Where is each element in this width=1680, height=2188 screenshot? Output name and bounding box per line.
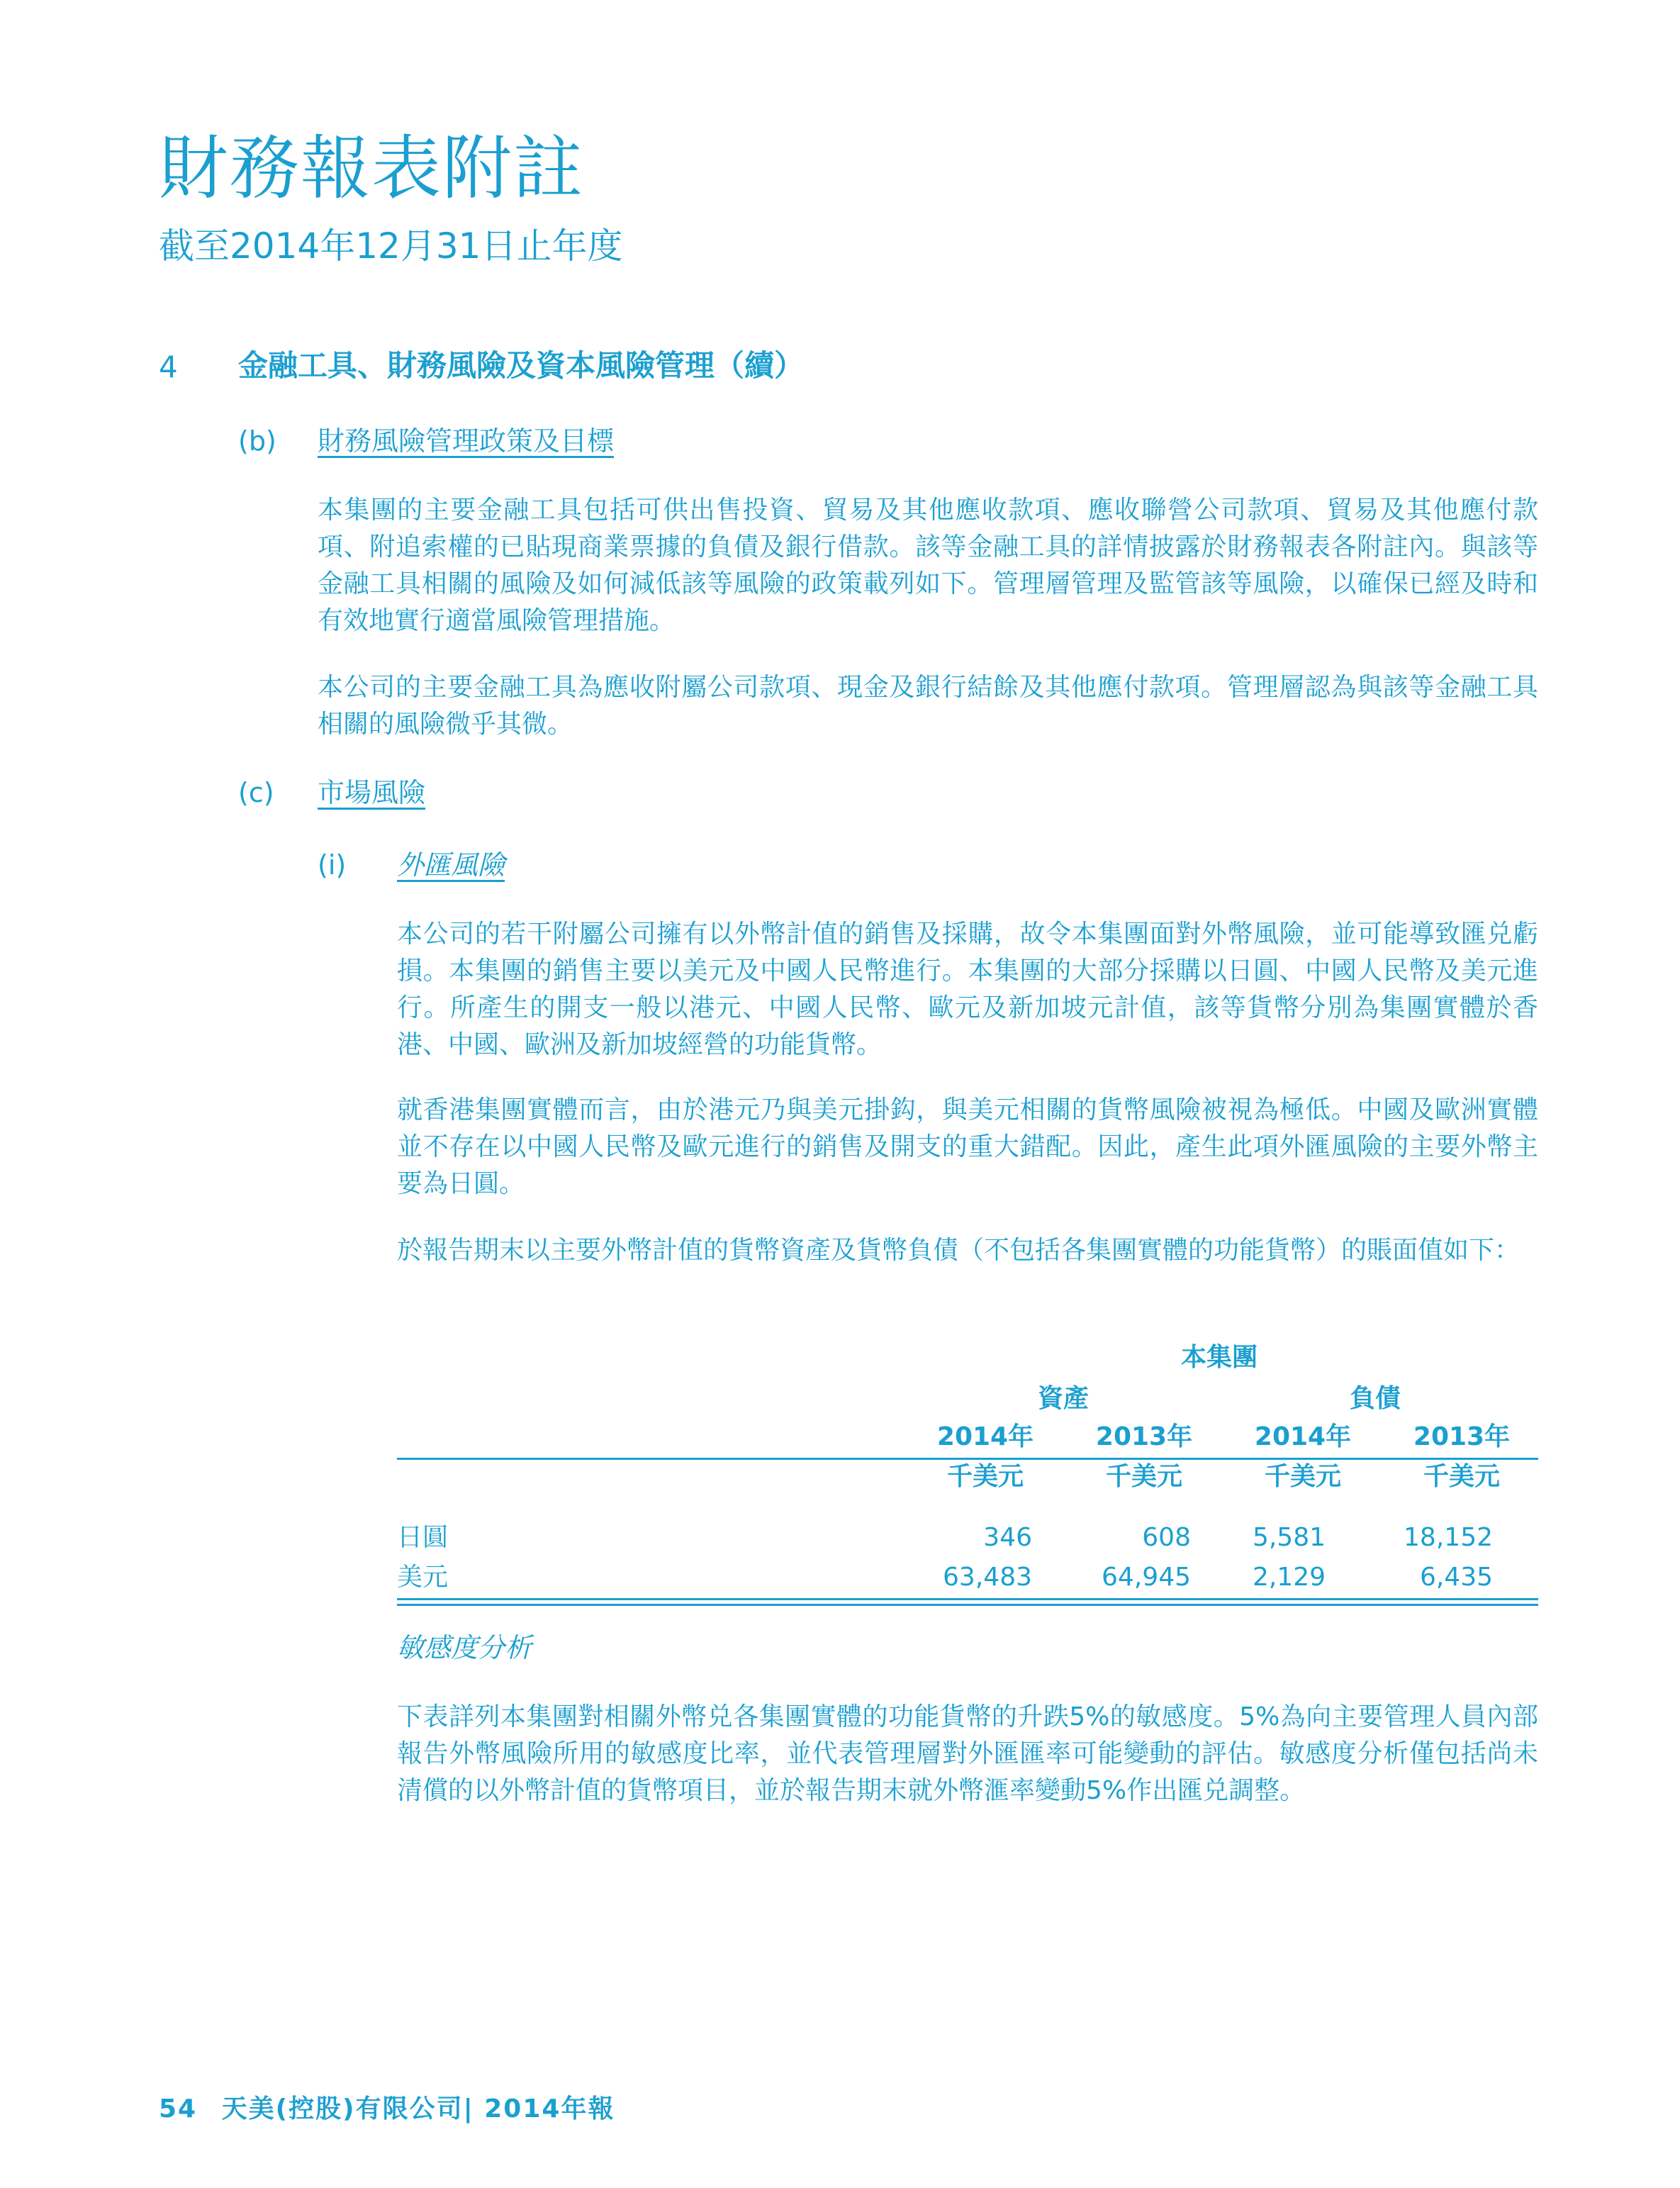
table-liabilities-header: 負債 xyxy=(1349,1384,1401,1413)
item-i-title: 外匯風險 xyxy=(397,849,505,881)
table-unit-header: 千美元 xyxy=(1105,1462,1182,1491)
item-i-label: (i) xyxy=(318,849,347,881)
table-unit-header: 千美元 xyxy=(946,1462,1024,1491)
section-title: 金融工具、財務風險及資本風險管理（續） xyxy=(238,348,805,383)
table-group-header: 本集團 xyxy=(1180,1343,1258,1372)
table-year-header: 2013年 xyxy=(1095,1422,1193,1451)
item-i-paragraph-2: 就香港集團實體而言，由於港元乃與美元掛鈎，與美元相關的貨幣風險被視為極低。中國及歐洲實體並不存在以中國人民幣及歐元進行的銷售及開支的重大錯配。因此，產生此項外匯風險的主要外幣主要為日圓。 xyxy=(397,1095,1538,1198)
subsection-c-title: 市場風險 xyxy=(318,777,426,808)
table-year-header: 2013年 xyxy=(1413,1422,1511,1451)
sensitivity-title: 敏感度分析 xyxy=(397,1632,532,1663)
table-unit-header: 千美元 xyxy=(1423,1462,1500,1491)
item-i-paragraph-3: 於報告期末以主要外幣計值的貨幣資產及貨幣負債（不包括各集團實體的功能貨幣）的賬面值如下： xyxy=(397,1236,1521,1265)
page-footer xyxy=(159,2093,615,2126)
section-number: 4 xyxy=(159,350,178,384)
table-year-header: 2014年 xyxy=(936,1422,1034,1451)
table-assets-header: 資產 xyxy=(1037,1384,1089,1413)
table-cell: 5,581 xyxy=(1252,1523,1326,1552)
footer-text: 天美(控股)有限公司| 2014年報 xyxy=(221,2094,615,2123)
table-cell: 18,152 xyxy=(1404,1523,1493,1552)
table-bottom-double-rule xyxy=(397,1604,1538,1606)
subsection-b-title: 財務風險管理政策及目標 xyxy=(318,425,615,457)
page-title: 財務報表附註 xyxy=(159,128,585,209)
table-cell: 6,435 xyxy=(1419,1563,1493,1592)
table-bottom-rule xyxy=(397,1598,1538,1600)
subsection-b-label: (b) xyxy=(238,425,276,457)
table-unit-header: 千美元 xyxy=(1264,1462,1341,1491)
sensitivity-paragraph: 下表詳列本集團對相關外幣兑各集團實體的功能貨幣的升跌5%的敏感度。5%為向主要管理人員內部報告外幣風險所用的敏感度比率，並代表管理層對外匯匯率可能變動的評估。敏感度分析僅包括尚未清償的以外幣計值的貨幣項目，並於報告期末就外幣滙率變動5%作出匯兑調整。 xyxy=(397,1702,1538,1805)
table-cell: 608 xyxy=(1142,1523,1191,1552)
page-subtitle: 截至2014年12月31日止年度 xyxy=(159,225,623,267)
subsection-b-paragraph-1: 本集團的主要金融工具包括可供出售投資、貿易及其他應收款項、應收聯營公司款項、貿易及其他應付款項、附追索權的已貼現商業票據的負債及銀行借款。該等金融工具的詳情披露於財務報表各附註內。與該等金融工具相關的風險及如何減低該等風險的政策載列如下。管理層管理及監管該等風險，以確保已經及時和有效地實行適當風險管理措施。 xyxy=(318,496,1538,635)
table-year-header: 2014年 xyxy=(1254,1422,1352,1451)
item-i-paragraph-1: 本公司的若干附屬公司擁有以外幣計值的銷售及採購，故令本集團面對外幣風險，並可能導致匯兑虧損。本集團的銷售主要以美元及中國人民幣進行。本集團的大部分採購以日圓、中國人民幣及美元進行。所產生的開支一般以港元、中國人民幣、歐元及新加坡元計值，該等貨幣分別為集團實體於香港、中國、歐洲及新加坡經營的功能貨幣。 xyxy=(397,920,1538,1059)
table-row-currency: 日圓 xyxy=(397,1523,449,1552)
subsection-b-paragraph-2: 本公司的主要金融工具為應收附屬公司款項、現金及銀行結餘及其他應付款項。管理層認為與該等金融工具相關的風險微乎其微。 xyxy=(318,673,1538,739)
footer-page-number: 54 xyxy=(159,2094,198,2123)
table-header-rule xyxy=(397,1458,1538,1460)
table-cell: 63,483 xyxy=(943,1563,1032,1592)
subsection-c-label: (c) xyxy=(238,777,274,808)
table-cell: 2,129 xyxy=(1252,1563,1326,1592)
table-cell: 346 xyxy=(983,1523,1032,1552)
table-row-currency: 美元 xyxy=(397,1563,449,1592)
table-cell: 64,945 xyxy=(1102,1563,1191,1592)
